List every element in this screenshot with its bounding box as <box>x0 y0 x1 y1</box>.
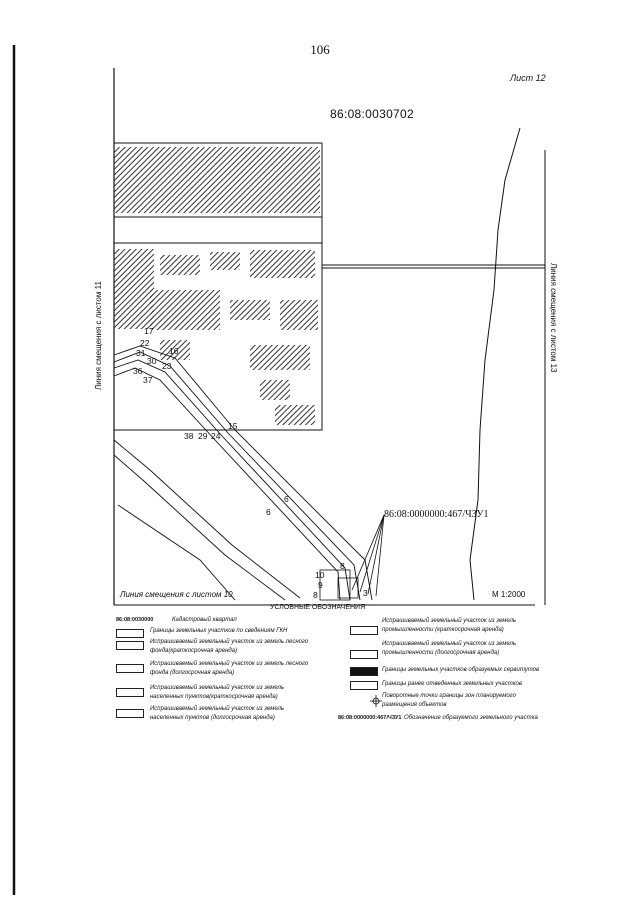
corridor-parcels <box>114 346 372 600</box>
legend-swatch-previous-plots <box>350 681 378 690</box>
point-label: 38 <box>184 431 194 441</box>
offset-line-bottom-label: Линия смещения с листом 10 <box>120 590 233 599</box>
turning-point-symbol <box>370 695 382 707</box>
legend-swatch-industry-long <box>350 650 378 659</box>
scale-label: М 1:2000 <box>492 590 526 599</box>
page-number: 106 <box>310 42 330 57</box>
offset-line-right-label: Линия смещения с листом 13 <box>549 263 558 373</box>
point-label: 9 <box>318 580 323 590</box>
point-label: 23 <box>162 361 172 371</box>
legend-item-text: Испрашиваемый земельный участок из земель промышленности (краткосрочная аренда) <box>382 618 517 633</box>
legend-item-text: Испрашиваемый земельный участок из земель населенных пунктов(краткосрочная аренда) <box>150 685 285 700</box>
legend-item-text: Испрашиваемый земельный участок из земель населенных пунктов (долгосрочная аренда) <box>150 706 285 721</box>
legend-item-text: Испрашиваемый земельный участок из земель лесного фонда(краткосрочная аренда) <box>150 639 309 654</box>
legend-swatch-settlement-long <box>116 709 144 718</box>
legend-title: УСЛОВНЫЕ ОБОЗНАЧЕНИЯ <box>270 604 366 611</box>
legend-item-text: Обозначение образуемого земельного участка <box>404 715 538 721</box>
legend-quarter-code: 86:08:0030000 <box>116 617 154 623</box>
point-label: 22 <box>140 338 150 348</box>
legend-item-text: Испрашиваемый земельный участок из земель лесного фонда (долгосрочная аренда) <box>150 661 309 676</box>
legend-item-text: Границы ранее отведенных земельных участков <box>382 681 522 687</box>
point-label: 15 <box>228 421 238 431</box>
legend-swatch-servitude <box>350 667 378 676</box>
point-label: 16 <box>169 346 179 356</box>
legend-item-text: Границы земельных участков образуемых сервитутов <box>382 667 540 673</box>
point-label: 37 <box>143 375 153 385</box>
point-label: 31 <box>136 348 146 358</box>
cadastral-block-number: 86:08:0030702 <box>330 107 414 121</box>
offset-line-left-label: Линия смещения с листом 11 <box>94 281 103 390</box>
point-label: 6 <box>266 507 271 517</box>
legend-item-text: Испрашиваемый земельный участок из земель промышленности (долгосрочная аренда) <box>382 641 517 656</box>
point-label: 8 <box>340 561 345 571</box>
legend-item-text: Поворотные точки границы зон планируемого размещения объектов <box>382 693 516 708</box>
point-label: 30 <box>147 356 157 366</box>
legend-swatch-forest-long <box>116 664 144 673</box>
point-label: 10 <box>315 570 325 580</box>
parcel-designation: 86:08:0000000:467/ЧЗУ1 <box>384 509 489 520</box>
legend-parcel-code: 86:08:0000000:467/ЧЗУ1 <box>338 715 402 721</box>
legend-swatch-settlement-short <box>116 688 144 697</box>
legend-item-text: Кадастровый квартал <box>172 617 237 623</box>
point-label: 24 <box>211 431 221 441</box>
point-label: 17 <box>144 326 154 336</box>
point-label: 3 <box>363 588 368 598</box>
legend-swatch-industry-short <box>350 626 378 635</box>
legend-swatch-gkn <box>116 629 144 638</box>
point-label: 6 <box>284 494 289 504</box>
legend-swatch-forest-short <box>116 641 144 650</box>
point-label: 36 <box>133 366 143 376</box>
sheet-label: Лист 12 <box>510 73 546 83</box>
legend-item-text: Границы земельных участков по сведениям ГКН <box>150 628 288 634</box>
point-label: 8 <box>313 590 318 600</box>
point-label: 29 <box>198 431 208 441</box>
